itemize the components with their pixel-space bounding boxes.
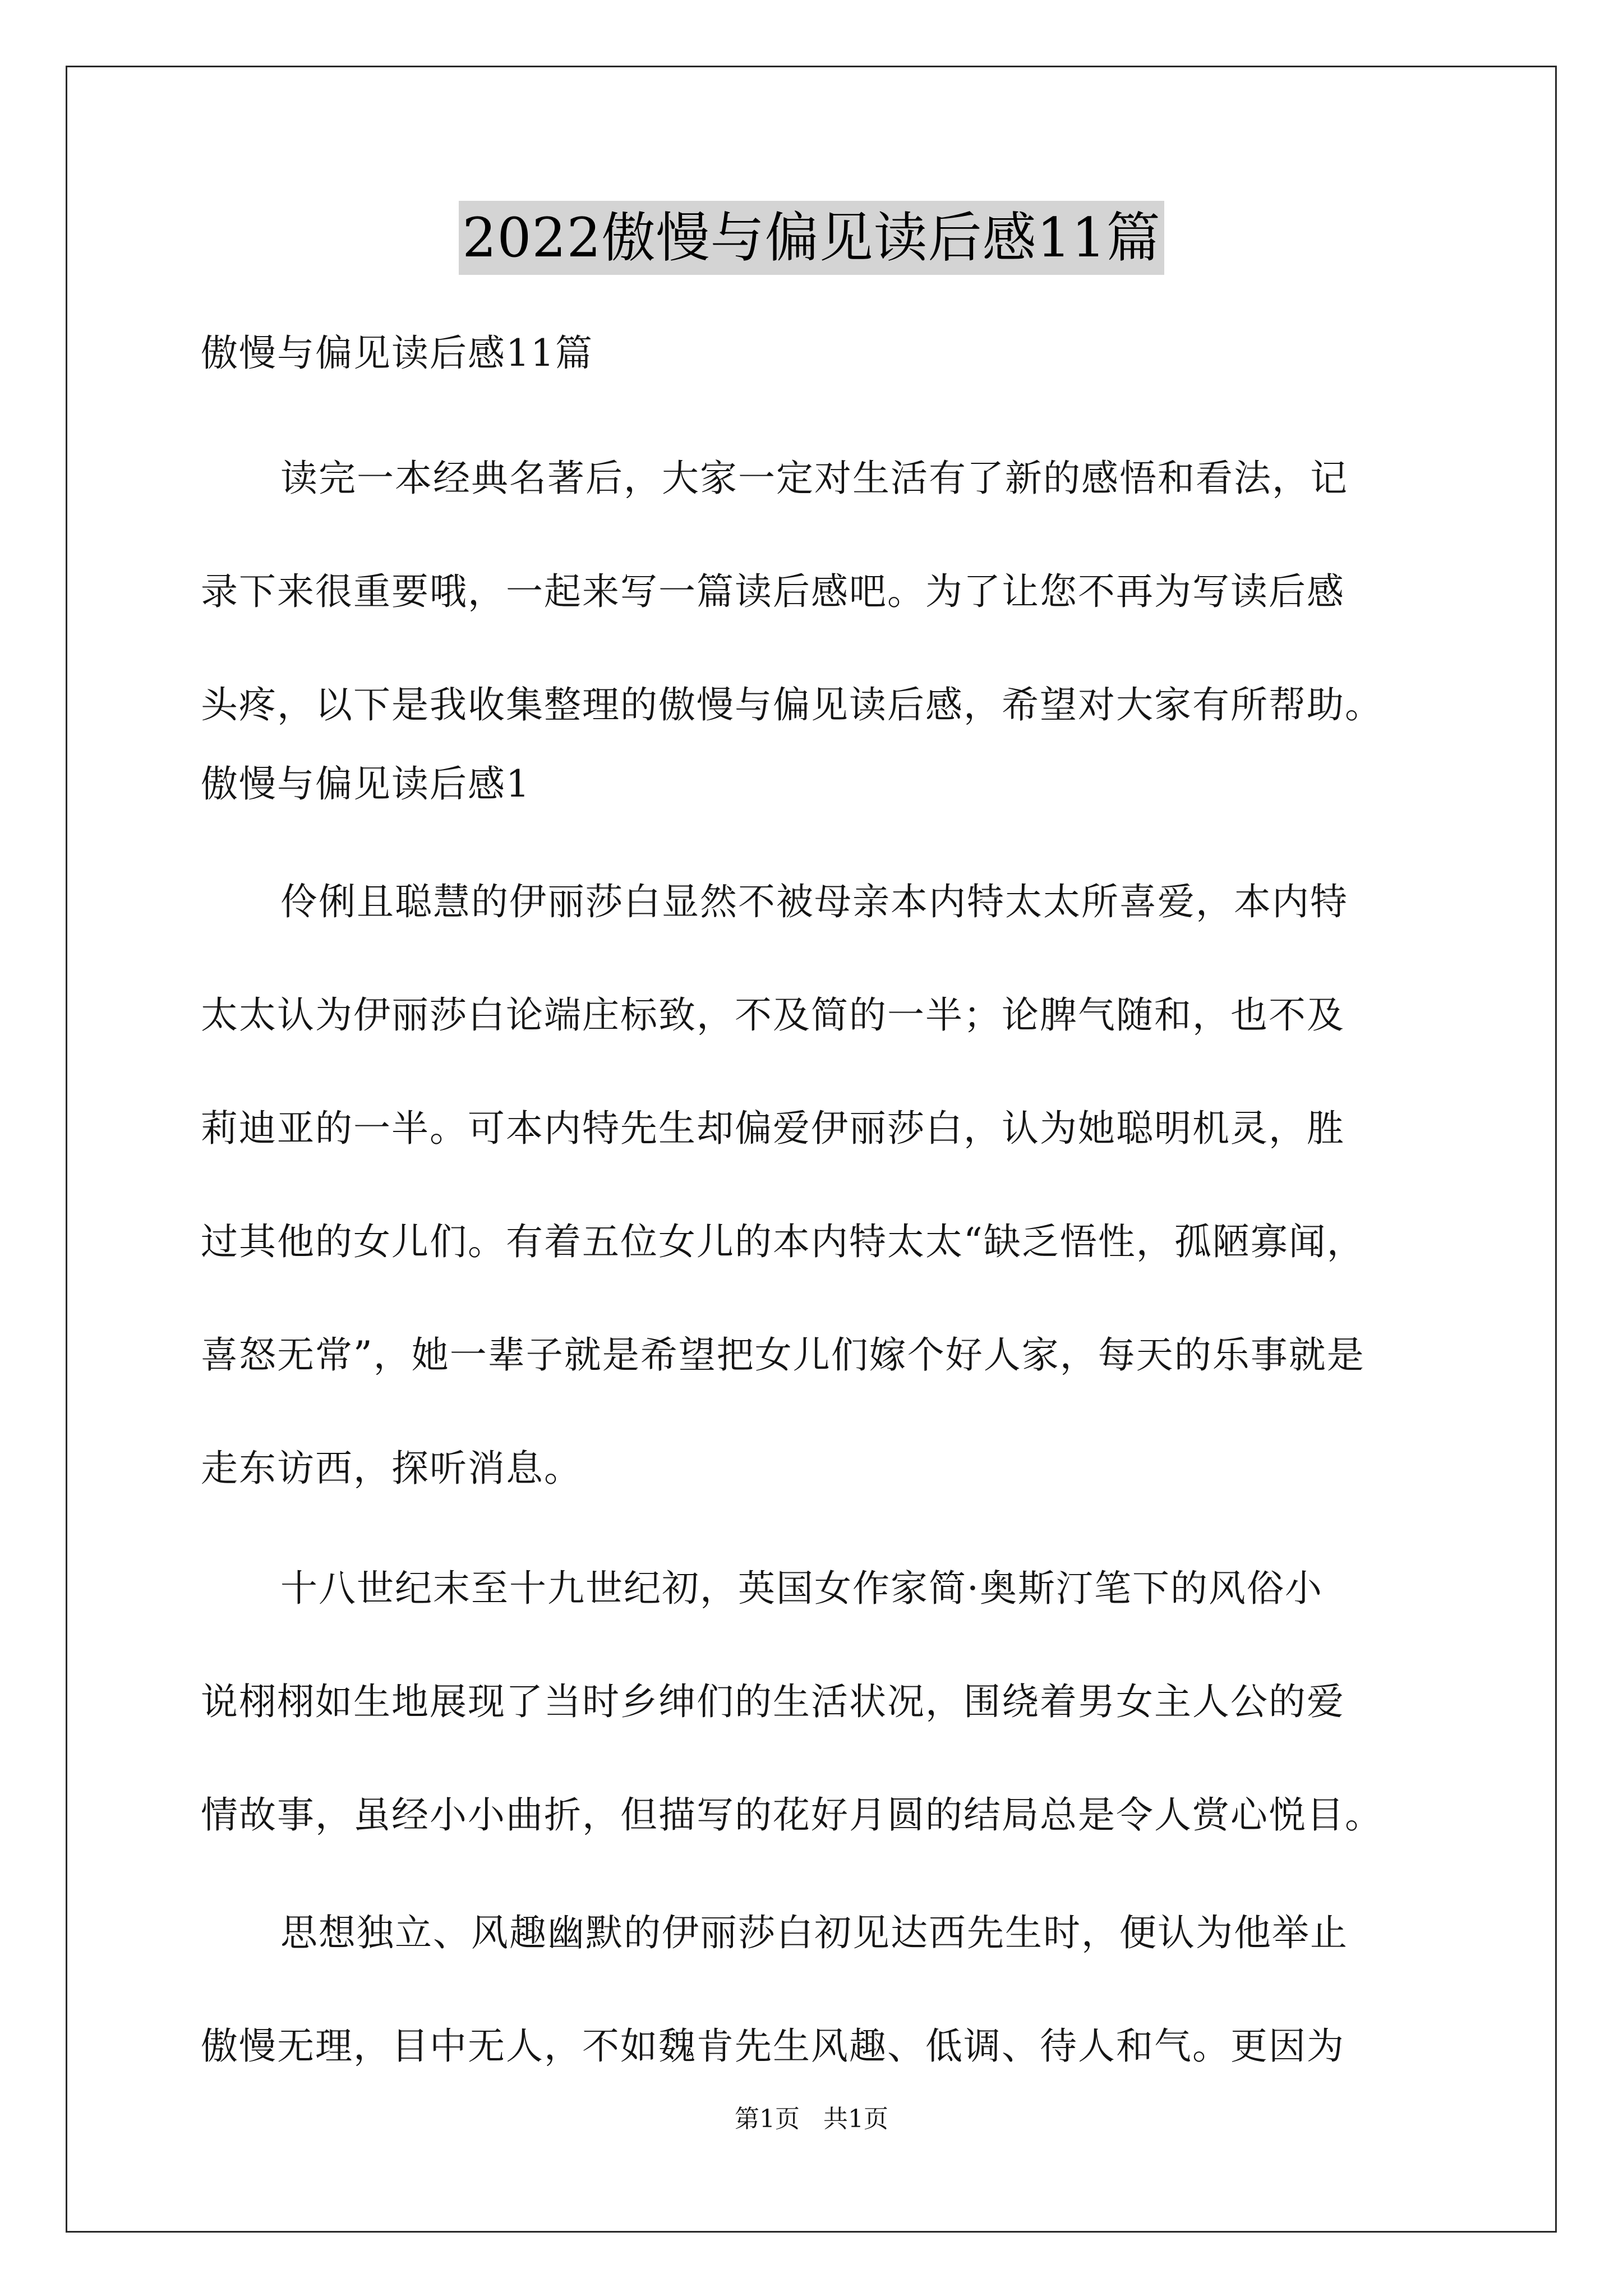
text-line: 莉迪亚的一半。可本内特先生却偏爱伊丽莎白，认为她聪明机灵，胜 — [201, 1107, 1345, 1150]
text-line: 读完一本经典名著后，大家一定对生活有了新的感悟和看法，记 — [280, 457, 1348, 500]
subtitle-line: 傲慢与偏见读后感11篇 — [201, 332, 593, 375]
title-container — [0, 201, 1623, 275]
text-line: 喜怒无常”，她一辈子就是希望把女儿们嫁个好人家，每天的乐事就是 — [201, 1333, 1365, 1377]
page-total: 共1页 — [823, 2105, 888, 2133]
text-line: 十八世纪末至十九世纪初，英国女作家简·奥斯汀笔下的风俗小 — [280, 1567, 1323, 1610]
section-heading: 傲慢与偏见读后感1 — [201, 762, 531, 806]
text-line: 说栩栩如生地展现了当时乡绅们的生活状况，围绕着男女主人公的爱 — [201, 1680, 1345, 1723]
text-line: 过其他的女儿们。有着五位女儿的本内特太太“缺乏悟性，孤陋寡闻， — [201, 1220, 1365, 1263]
text-line: 思想独立、风趣幽默的伊丽莎白初见达西先生时，便认为他举止 — [280, 1911, 1348, 1954]
text-line: 伶俐且聪慧的伊丽莎白显然不被母亲本内特太太所喜爱，本内特 — [280, 880, 1348, 923]
page-footer — [0, 2102, 1623, 2136]
text-line: 傲慢无理，目中无人，不如魏肯先生风趣、低调、待人和气。更因为 — [201, 2024, 1345, 2068]
text-line: 头疼，以下是我收集整理的傲慢与偏见读后感，希望对大家有所帮助。 — [201, 683, 1383, 726]
page-number: 第1页 — [735, 2105, 800, 2133]
text-line: 情故事，虽经小小曲折，但描写的花好月圆的结局总是令人赏心悦目。 — [201, 1793, 1383, 1837]
text-line: 走东访西，探听消息。 — [201, 1447, 582, 1490]
document-title: 2022傲慢与偏见读后感11篇 — [459, 201, 1164, 275]
text-line: 太太认为伊丽莎白论端庄标致，不及简的一半；论脾气随和，也不及 — [201, 993, 1345, 1037]
text-line: 录下来很重要哦，一起来写一篇读后感吧。为了让您不再为写读后感 — [201, 570, 1345, 613]
